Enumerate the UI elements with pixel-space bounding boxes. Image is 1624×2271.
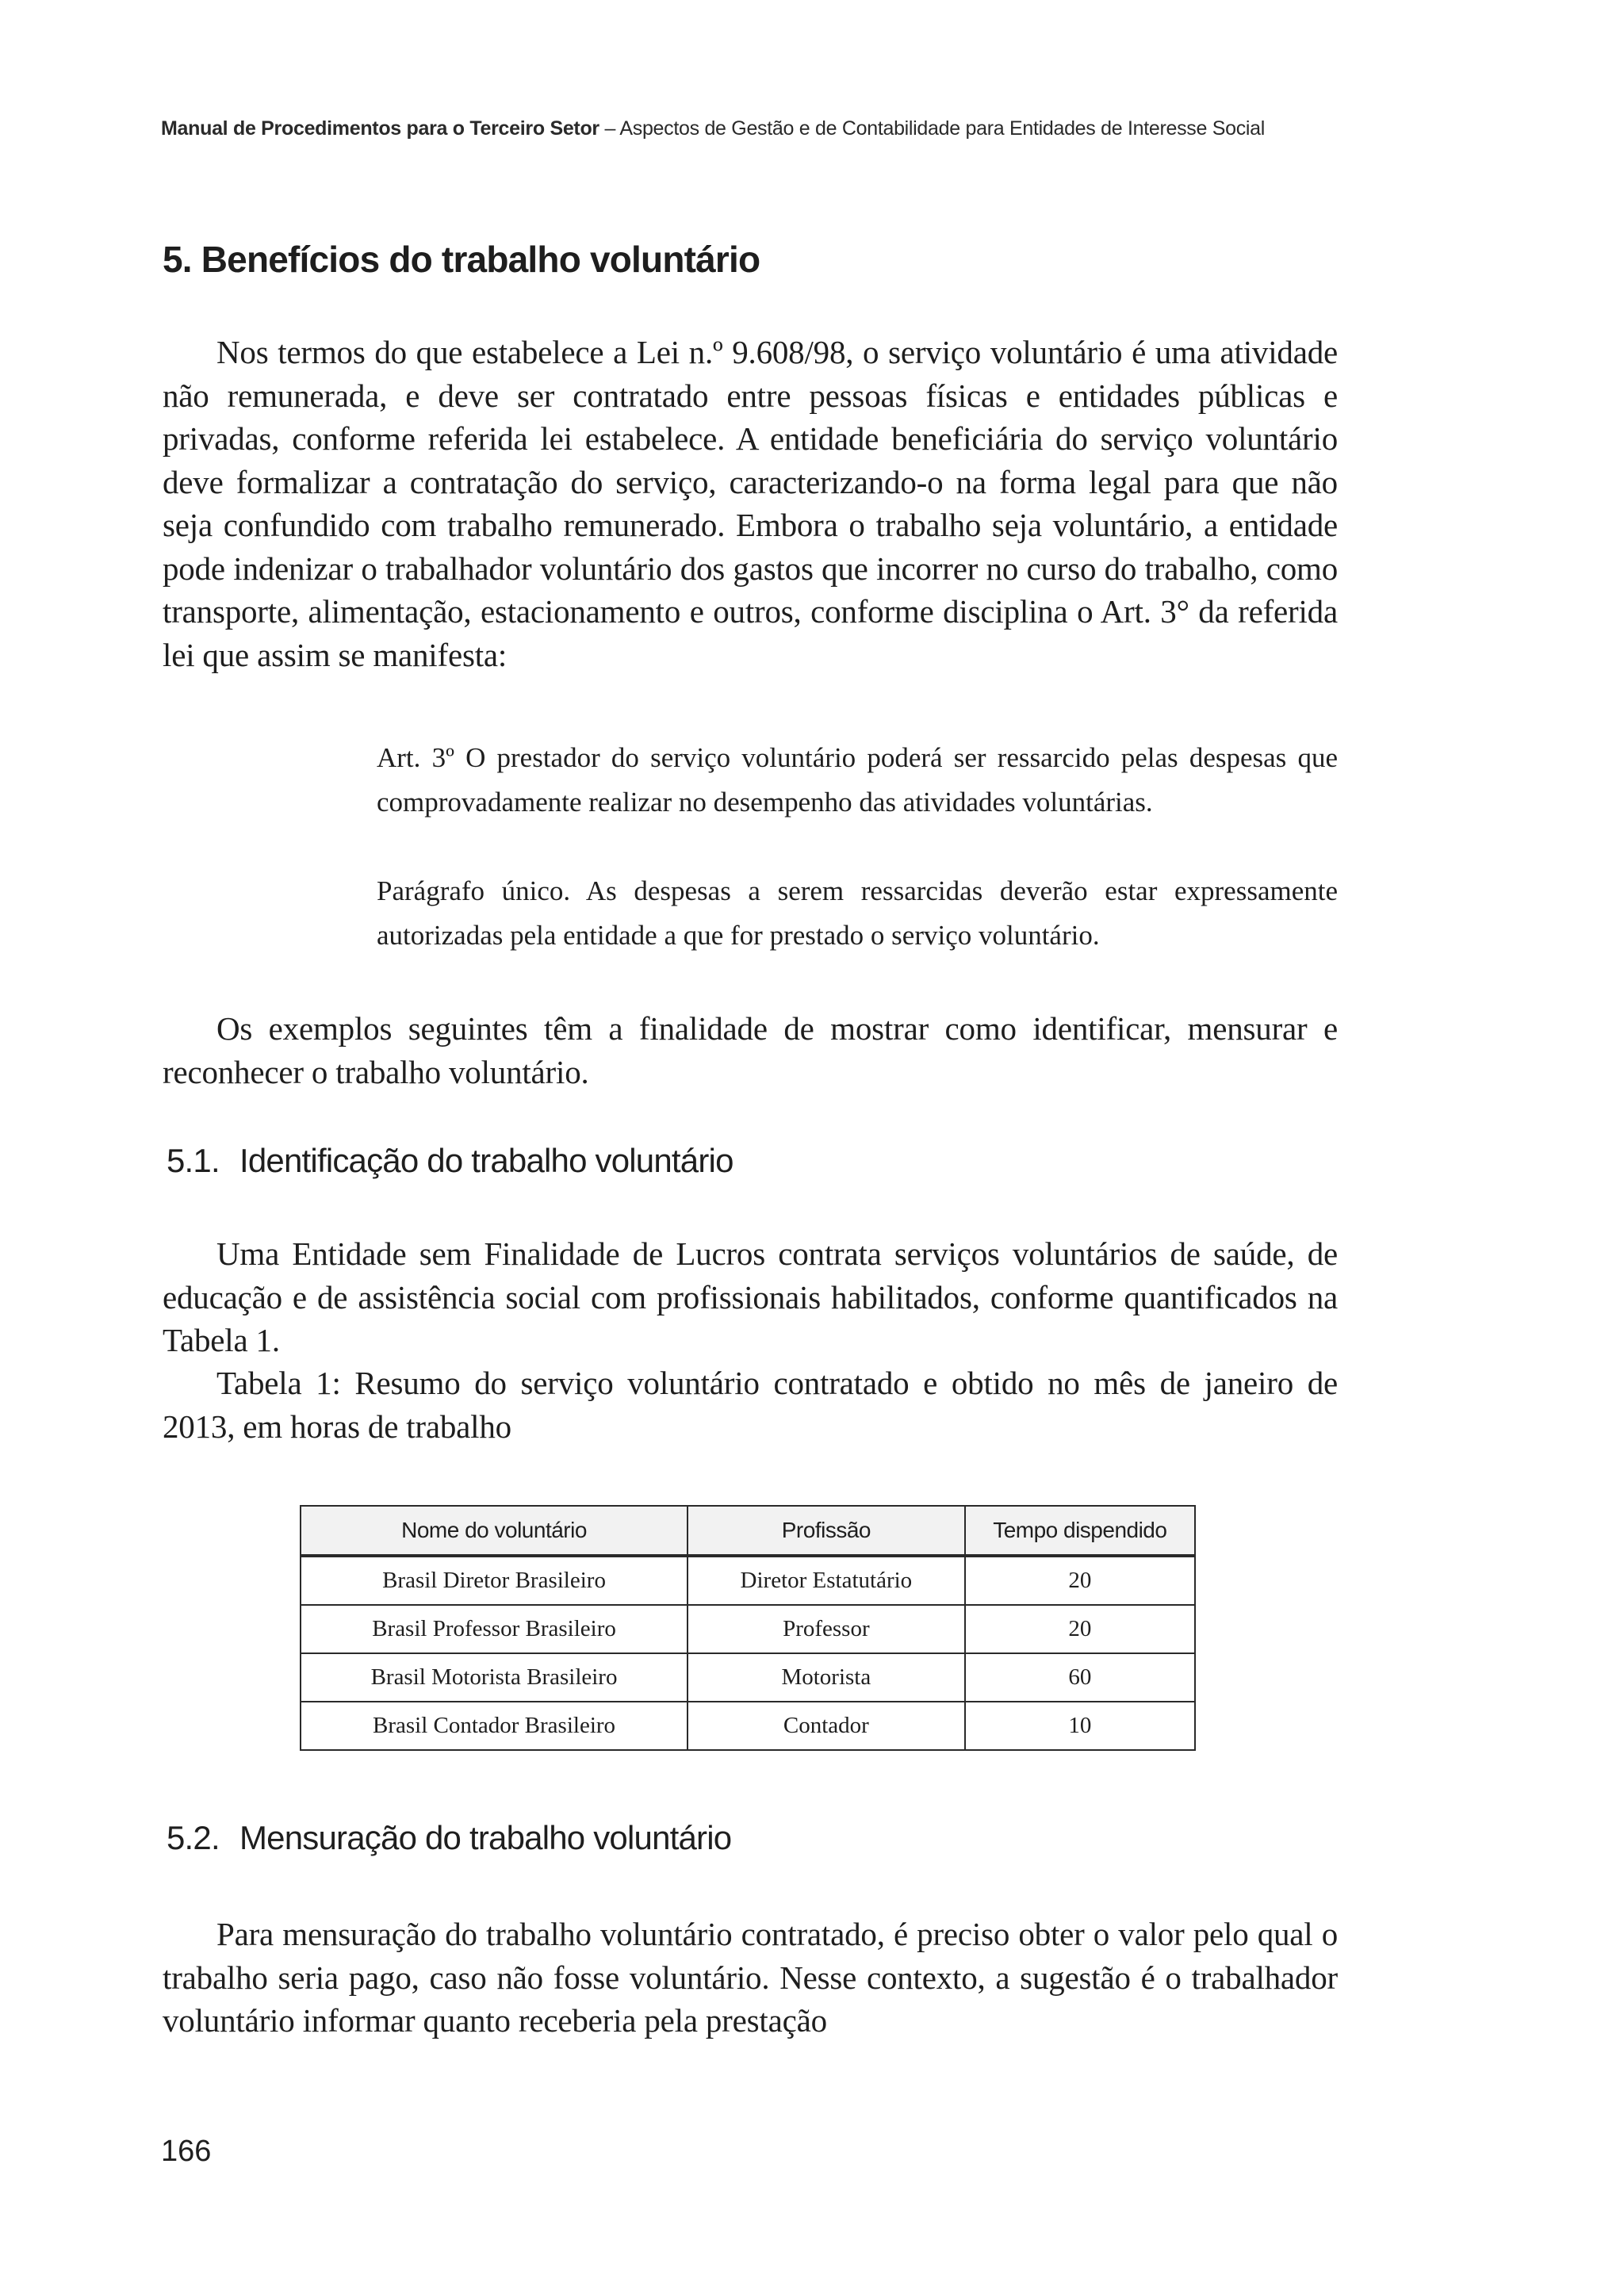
section-5-heading: 5. Benefícios do trabalho voluntário [163,239,760,280]
running-header [161,117,1509,140]
law-quote-paragraph: Parágrafo único. As despesas a serem ressarcidas deverão estar expressamente autorizadas pela entidade a que for prestado o serviço voluntário. [377,875,1338,951]
cell-profession: Professor [688,1605,965,1653]
table-row [301,1556,1195,1605]
section-5-paragraph-2: Os exemplos seguintes têm a finalidade de mostrar como identificar, mensurar e reconhecer o trabalho voluntário. [163,1010,1338,1090]
section-5-2-heading [167,1819,731,1857]
law-quote-article: Art. 3º O prestador do serviço voluntário poderá ser ressarcido pelas despesas que comprovadamente realizar no desempenho das atividades voluntárias. [377,742,1338,818]
cell-name: Brasil Contador Brasileiro [301,1702,688,1750]
cell-time: 20 [965,1605,1195,1653]
table-row [301,1653,1195,1702]
header-cell-time: Tempo dispendido [965,1506,1195,1556]
table-row [301,1702,1195,1750]
table-header-row [301,1506,1195,1556]
cell-name: Brasil Professor Brasileiro [301,1605,688,1653]
section-5-1-number: 5.1. [167,1142,220,1179]
cell-time: 60 [965,1653,1195,1702]
cell-profession: Diretor Estatutário [688,1556,965,1605]
cell-profession: Contador [688,1702,965,1750]
header-title-rest: – Aspectos de Gestão e de Contabilidade para Entidades de Interesse Social [599,117,1266,140]
table-row [301,1605,1195,1653]
page-number: 166 [161,2135,212,2168]
header-title-bold: Manual de Procedimentos para o Terceiro Setor [161,117,599,140]
header-cell-profession: Profissão [688,1506,965,1556]
section-5-2-number: 5.2. [167,1819,220,1856]
section-5-1-title: Identificação do trabalho voluntário [239,1142,733,1179]
section-5-paragraph-1: Nos termos do que estabelece a Lei n.º 9.608/98, o serviço voluntário é uma atividade não remunerada, e deve ser contratado entre pessoas físicas e entidades públicas e privadas, conforme referida lei estabelece. A entidade beneficiária do serviço voluntário deve formalizar a contratação do serviço, caracterizando-o na forma legal para que não seja confundido com trabalho remunerado. Embora o trabalho seja voluntário, a entidade pode indenizar o trabalhador voluntário dos gastos que incorrer no curso do trabalho, como transporte, alimentação, estacionamento e outros, conforme disciplina o Art. 3° da referida lei que assim se manifesta: [163,334,1338,673]
cell-time: 10 [965,1702,1195,1750]
cell-profession: Motorista [688,1653,965,1702]
volunteer-table [300,1505,1196,1751]
section-5-1-heading [167,1142,733,1180]
cell-name: Brasil Motorista Brasileiro [301,1653,688,1702]
cell-time: 20 [965,1556,1195,1605]
section-5-1-paragraph-1: Uma Entidade sem Finalidade de Lucros contrata serviços voluntários de saúde, de educação e de assistência social com profissionais habilitados, conforme quantificados na Tabela 1. [163,1235,1338,1358]
section-5-2-paragraph-1: Para mensuração do trabalho voluntário contratado, é preciso obter o valor pelo qual o trabalho seria pago, caso não fosse voluntário. Nesse contexto, a sugestão é o trabalhador voluntário informar quanto receberia pela prestação [163,1916,1338,2039]
header-cell-name: Nome do voluntário [301,1506,688,1556]
cell-name: Brasil Diretor Brasileiro [301,1556,688,1605]
section-5-2-title: Mensuração do trabalho voluntário [239,1819,732,1856]
table-caption: Tabela 1: Resumo do serviço voluntário contratado e obtido no mês de janeiro de 2013, em horas de trabalho [163,1365,1338,1445]
